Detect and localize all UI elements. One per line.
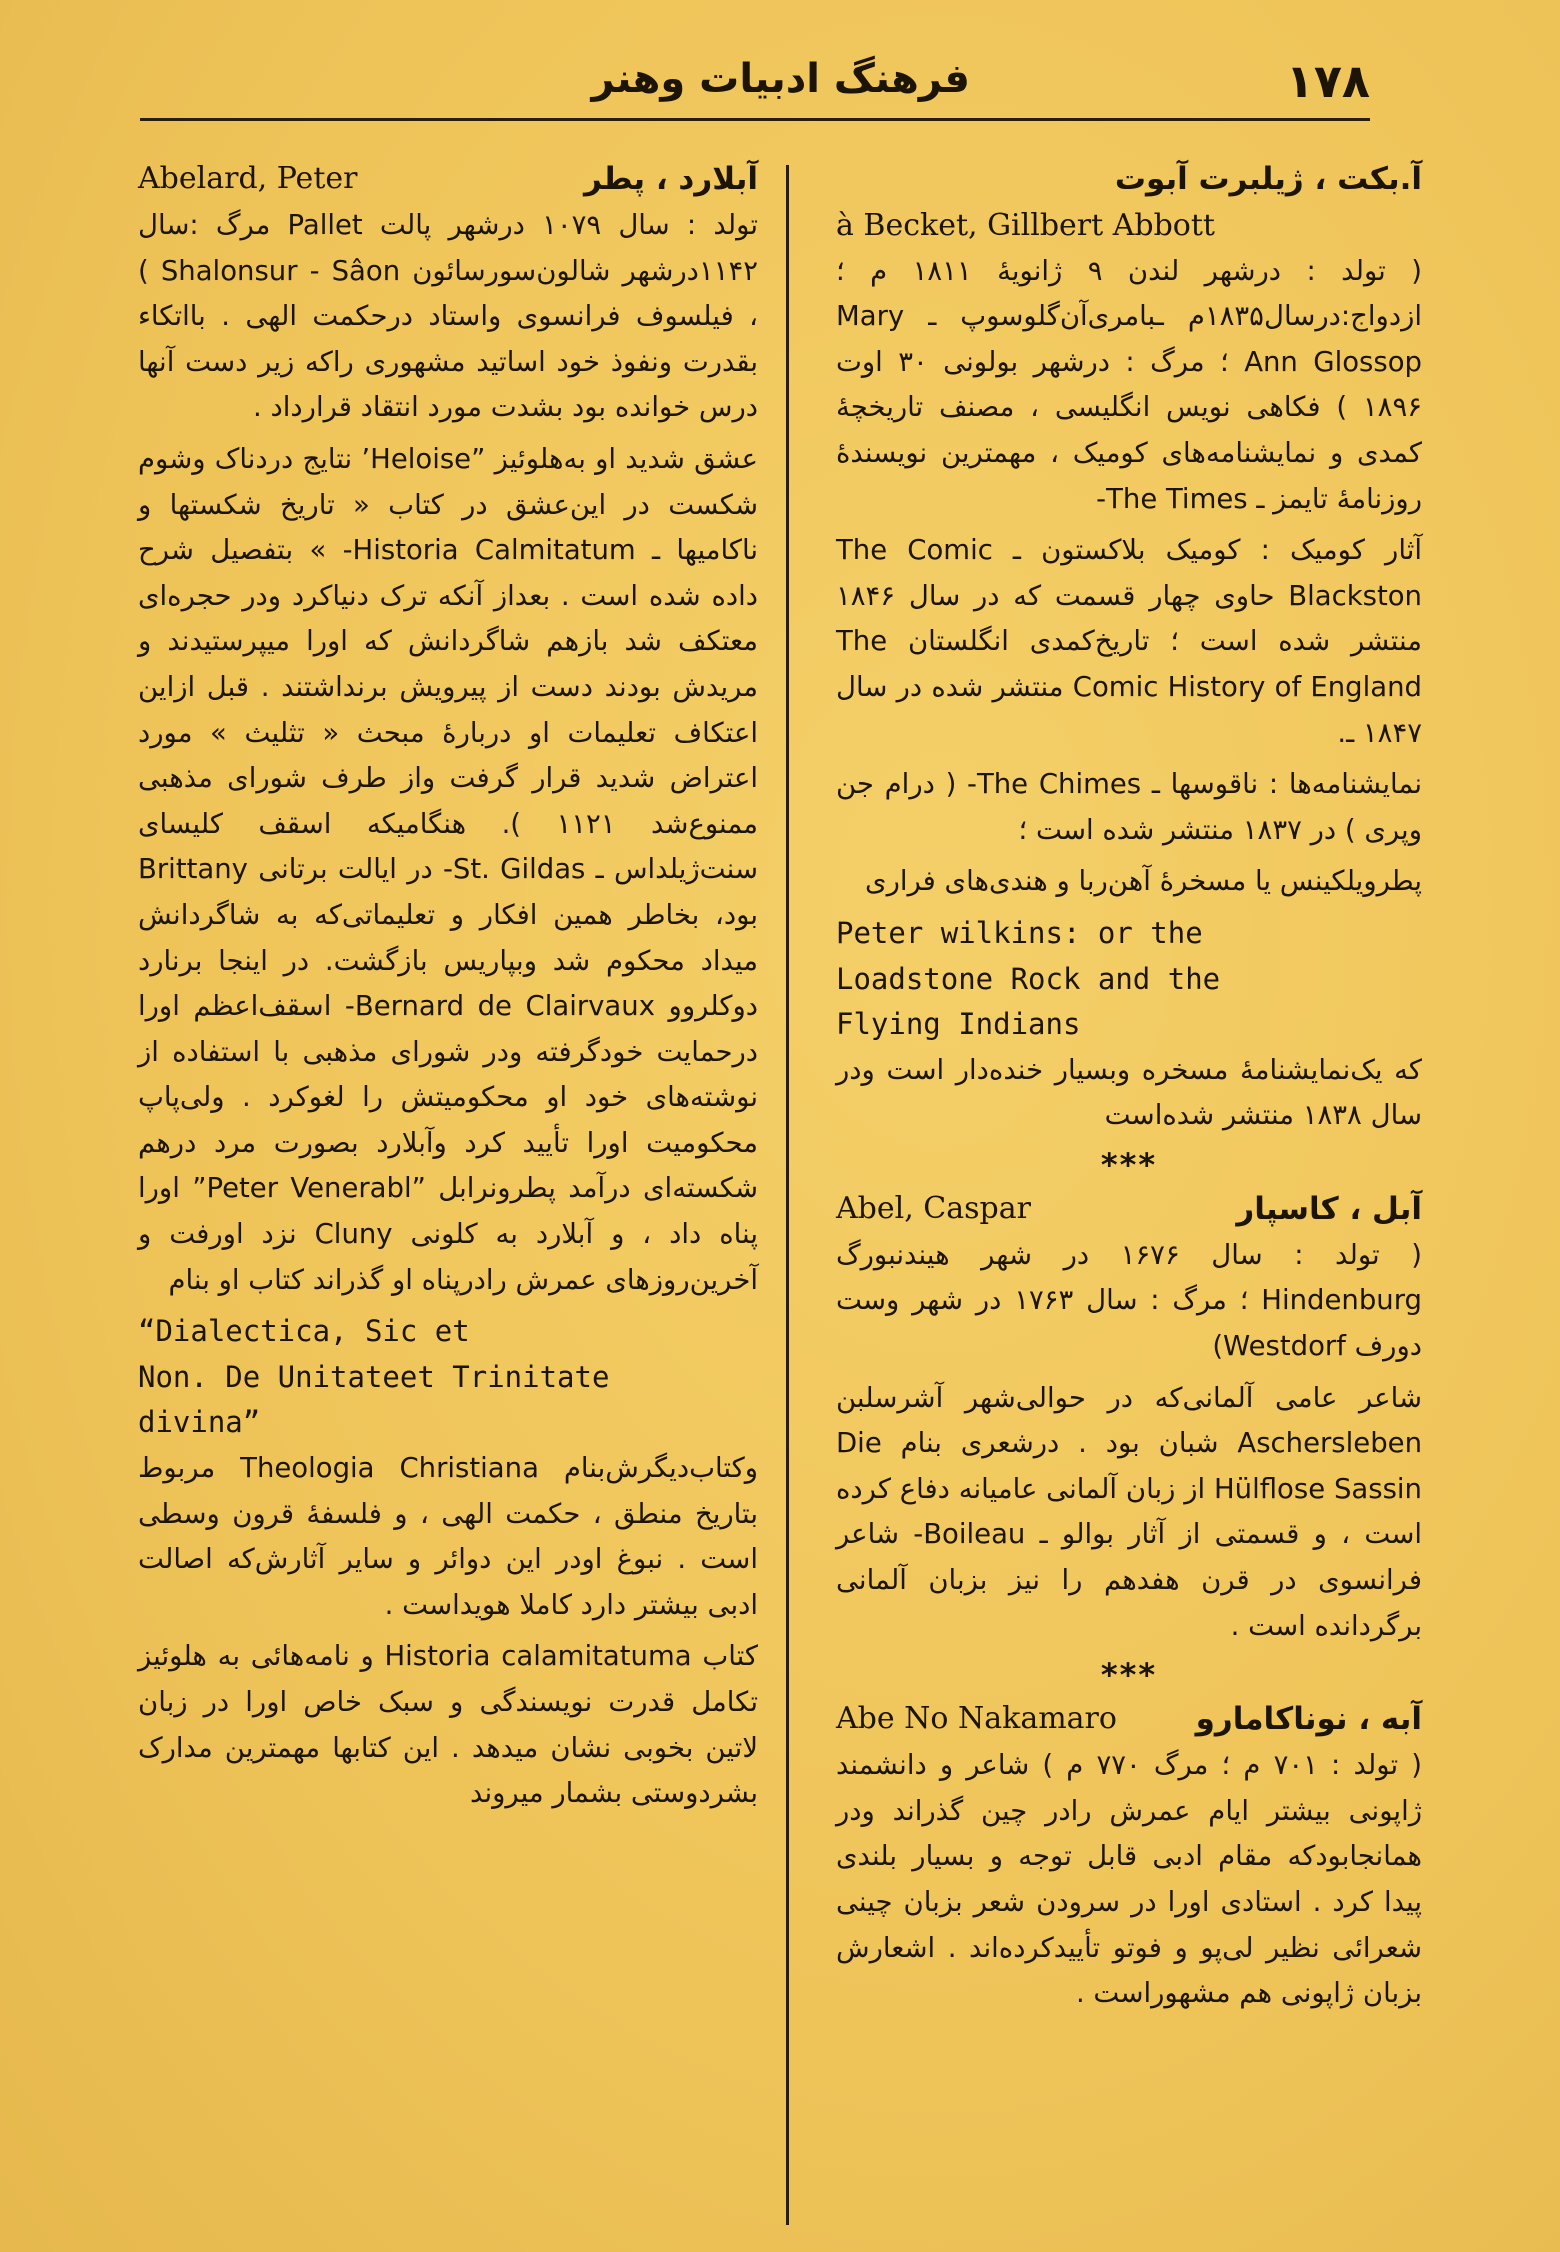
entry-body: نمایشنامه‌ها : ناقوسها ـ The Chimes- ( درام جن وپری ) در ۱۸۳۷ منتشر شده است ؛: [836, 768, 1422, 846]
right-column: [836, 155, 1422, 2023]
entry-separator: ***: [1100, 1145, 1158, 1184]
column-divider: [786, 165, 789, 2225]
book-title: فرهنگ ادبیات وهنر: [591, 56, 970, 102]
latin-title-line: divina”: [138, 1405, 261, 1440]
latin-title-line: Flying Indians: [836, 1007, 1081, 1042]
latin-title-line: Non. De Unitateet Trinitate: [138, 1359, 610, 1394]
entry-title-abe-no-nakamaro: [836, 1695, 1422, 1743]
entry-title-abel-caspar: [836, 1185, 1422, 1233]
entry-body: آثار کومیک : کومیک بلاکستون ـ The Comic Blackston حاوی چهار قسمت که در سال ۱۸۴۶ منتشر شده است ؛ تاریخ‌کمدی انگلستان The Comic History of England منتشر شده در سال ۱۸۴۷ ـ.: [836, 534, 1423, 749]
entry-separator: ***: [1100, 1656, 1158, 1695]
entry-title-a-becket: آ.بکت ، ژیلبرت آبوت: [1114, 161, 1422, 197]
header-divider: [140, 118, 1370, 121]
entry-body: تولد : سال ۱۰۷۹ درشهر پالت Pallet مرگ :سال ۱۱۴۲درشهر شالون‌سورسائون Shalonsur - Sâon ) ، فیلسوف فرانسوی واستاد درحکمت الهی . بااتکاء بقدرت ونفوذ خود اساتید مشهوری راکه زیر دست آنها درس خوانده بود بشدت مورد انتقاد قرارداد .: [138, 209, 758, 424]
left-column: [138, 155, 758, 1823]
entry-title-en-abe-no-nakamaro: Abe No Nakamaro: [836, 1701, 1117, 1737]
entry-body: عشق شدید او به‌هلوئیز ”Heloise’ نتایج دردناک وشوم شکست در این‌عشق در کتاب « تاریخ شکستها و ناکامیها ـ Historia Calmitatum- » بتفصیل شرح داده شده است . بعداز آنکه ترک دنیاکرد ودر حجره‌ای معتکف شد بازهم شاگردانش که اورا میپرستیدند و مریدش بودند دست از پیرویش برنداشتند . قبل ازاین اعتکاف تعلیمات او دربارهٔ مبحث « تثلیث » مورد اعتراض شدید قرار گرفت واز طرف شورای مذهبی ممنوع‌شد ۱۱۲۱ ). هنگامیکه اسقف کلیسای سنت‌ژیلداس ـ St. Gildas- در ایالت برتانی Brittany بود، بخاطر همین افکار و تعلیماتی‌که به شاگردانش میداد محکوم شد وبپاریس بازگشت. در اینجا برنارد دوکلروو Bernard de Clairvaux- اسقف‌اعظم اورا درحمایت خودگرفته ودر شورای مذهبی با استفاده از نوشته‌های خود او محکومیتش را لغوکرد . ولی‌پاپ محکومیت اورا تأیید کرد وآبلارد بصورت مرد درهم شکسته‌ای درآمد پطرونرابل ”Peter Venerabl” اورا پناه داد ، و آبلارد به کلونی Cluny نزد اورفت و آخرین‌روزهای عمرش رادرپناه او گذراند کتاب او بنام: [138, 442, 759, 1296]
entry-title-en-abelard: Abelard, Peter: [138, 161, 358, 196]
entry-body: ( تولد : ۷۰۱ م ؛ مرگ ۷۷۰ م ) شاعر و دانشمند ژاپونی بیشتر ایام عمرش رادر چین گذراند ودر همانجابودکه مقام ادبی قابل توجه و بسیار بلندی پیدا کرد . استادی اورا در سرودن شعر بزبان چینی شعرائی نظیر لی‌پو و فوتو تأییدکرده‌اند . اشعارش بزبان ژاپونی هم مشهوراست .: [836, 1749, 1422, 2010]
latin-title-line: Peter wilkins: or the: [836, 915, 1203, 950]
latin-title-line: “Dialectica, Sic et: [138, 1314, 470, 1349]
entry-body: کتاب Historia calamitatuma و نامه‌هائی به هلوئیز تکامل قدرت نویسندگی و سبک خاص اورا در زبان لاتین بخوبی نشان میدهد . این کتابها مهمترین مدارک بشردوستی بشمار میروند: [138, 1640, 758, 1810]
entry-body: ( تولد : سال ۱۶۷۶ در شهر هیندنبورگ Hindenburg ؛ مرگ : سال ۱۷۶۳ در شهر وست دورف Westdorf): [836, 1238, 1422, 1363]
entry-body: شاعر عامی آلمانی‌که در حوالی‌شهر آشرسلبن Aschersleben شبان بود . درشعری بنام Die Hülflose Sassin از زبان آلمانی عامیانه دفاع کرده است ، و قسمتی از آثار بوالو ـ Boileau- شاعر فرانسوی در قرن هفدهم را نیز بزبان آلمانی برگردانده است .: [836, 1381, 1423, 1642]
page-number: ۱۷۸: [1285, 54, 1370, 108]
entry-title-en-a-becket: à Becket, Gillbert Abbott: [836, 208, 1215, 243]
entry-title-en-abel-caspar: Abel, Caspar: [836, 1190, 1031, 1226]
page-header: [140, 48, 1370, 118]
entry-title-fa-abel-caspar: آبل ، کاسپار: [1236, 1190, 1422, 1227]
entry-title-fa-abe-no-nakamaro: آبه ، نوناکامارو: [1195, 1701, 1422, 1738]
entry-body: ( تولد : درشهر لندن ۹ ژانویهٔ ۱۸۱۱ م ؛ ازدواج:درسال۱۸۳۵م ـبامری‌آن‌گلوسوپ ـ Mary Ann Glossop ؛ مرگ : درشهر بولونی ۳۰ اوت ۱۸۹۶ ) فکاهی نویس انگلیسی ، مصنف تاریخچهٔ کمدی و نمایشنامه‌های کومیک ، مهمترین نویسندهٔ روزنامهٔ تایمز ـ The Times-: [836, 254, 1422, 515]
entry-body: که یک‌نمایشنامهٔ مسخره وبسیار خنده‌دار است ودر سال ۱۸۳۸ منتشر شده‌است: [836, 1053, 1422, 1132]
entry-body: پطرویلکینس یا مسخرهٔ آهن‌ربا و هندی‌های فراری: [865, 865, 1422, 898]
entry-body: وکتاب‌دیگرش‌بنام Theologia Christiana مربوط بتاریخ منطق ، حکمت الهی ، و فلسفهٔ قرون وسطی است . نبوغ اودر این دوائر و سایر آثارش‌که اصالت ادبی بیشتر دارد کاملا هویداست .: [138, 1452, 759, 1621]
latin-title-line: Loadstone Rock and the: [836, 961, 1221, 996]
entry-title-fa-abelard: آبلارد ، پطر: [583, 161, 758, 197]
entry-title-abelard: [138, 155, 758, 203]
